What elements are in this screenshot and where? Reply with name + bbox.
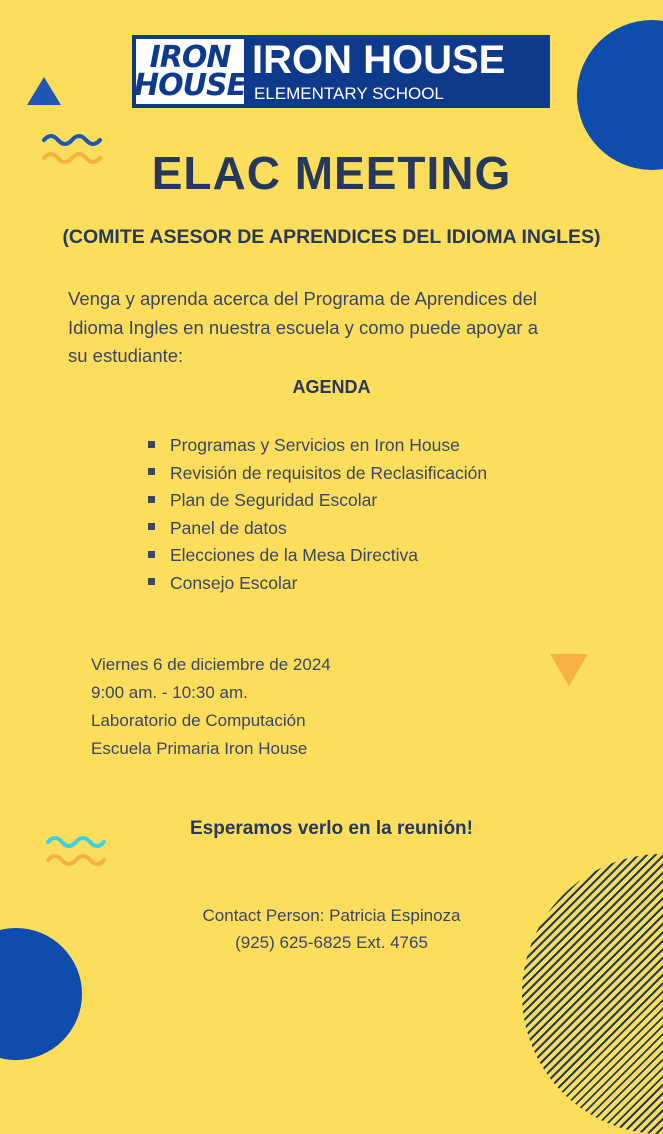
- logo-subtitle: ELEMENTARY SCHOOL: [254, 84, 444, 103]
- intro-line: Venga y aprenda acerca del Programa de Aprendices del: [68, 288, 537, 309]
- agenda-list: [148, 432, 487, 597]
- list-item: [148, 487, 487, 515]
- closing-message: Esperamos verlo en la reunión!: [190, 818, 473, 839]
- bullet-icon: [148, 441, 155, 448]
- striped-circle-icon: [522, 854, 663, 1134]
- bullet-icon: [148, 468, 155, 475]
- logo-emblem: [133, 39, 247, 104]
- intro-line: su estudiante:: [68, 345, 184, 366]
- contact-info: [0, 902, 663, 956]
- logo-emblem-line2: HOUSE: [133, 67, 247, 103]
- wave-icon: [46, 834, 112, 874]
- bullet-icon: [148, 551, 155, 558]
- contact-phone: (925) 625-6825 Ext. 4765: [235, 933, 428, 952]
- agenda-item-label: Programas y Servicios en Iron House: [170, 435, 460, 455]
- intro-paragraph: [68, 285, 628, 371]
- agenda-item-label: Consejo Escolar: [170, 572, 298, 593]
- intro-line: Idioma Ingles en nuestra escuela y como puede apoyar a: [68, 316, 538, 338]
- bullet-icon: [148, 523, 155, 530]
- list-item: [148, 460, 487, 488]
- triangle-up-icon: [27, 77, 61, 105]
- list-item: [148, 432, 487, 460]
- meeting-school: Escuela Primaria Iron House: [91, 739, 308, 758]
- list-item: [148, 542, 487, 570]
- school-logo: [132, 35, 550, 108]
- logo-title: IRON HOUSE: [252, 38, 506, 82]
- list-item: [148, 515, 487, 543]
- meeting-date: Viernes 6 de diciembre de 2024: [91, 655, 331, 674]
- bullet-icon: [148, 496, 155, 503]
- agenda-item-label: Panel de datos: [170, 517, 287, 538]
- triangle-down-icon: [550, 654, 588, 686]
- meeting-details: [91, 651, 331, 763]
- agenda-heading: AGENDA: [292, 377, 371, 397]
- agenda-item-label: Elecciones de la Mesa Directiva: [170, 545, 419, 565]
- page-title: ELAC MEETING: [151, 147, 512, 199]
- meeting-room: Laboratorio de Computación: [91, 711, 306, 730]
- page-subtitle: (COMITE ASESOR DE APRENDICES DEL IDIOMA INGLES): [62, 226, 601, 248]
- agenda-item-label: Plan de Seguridad Escolar: [170, 490, 378, 510]
- contact-person: Contact Person: Patricia Espinoza: [202, 906, 461, 925]
- agenda-item-label: Revisión de requisitos de Reclasificación: [170, 462, 488, 483]
- meeting-time: 9:00 am. - 10:30 am.: [91, 683, 248, 702]
- logo-emblem-line1: IRON: [149, 39, 231, 75]
- bullet-icon: [148, 578, 155, 585]
- list-item: [148, 570, 487, 598]
